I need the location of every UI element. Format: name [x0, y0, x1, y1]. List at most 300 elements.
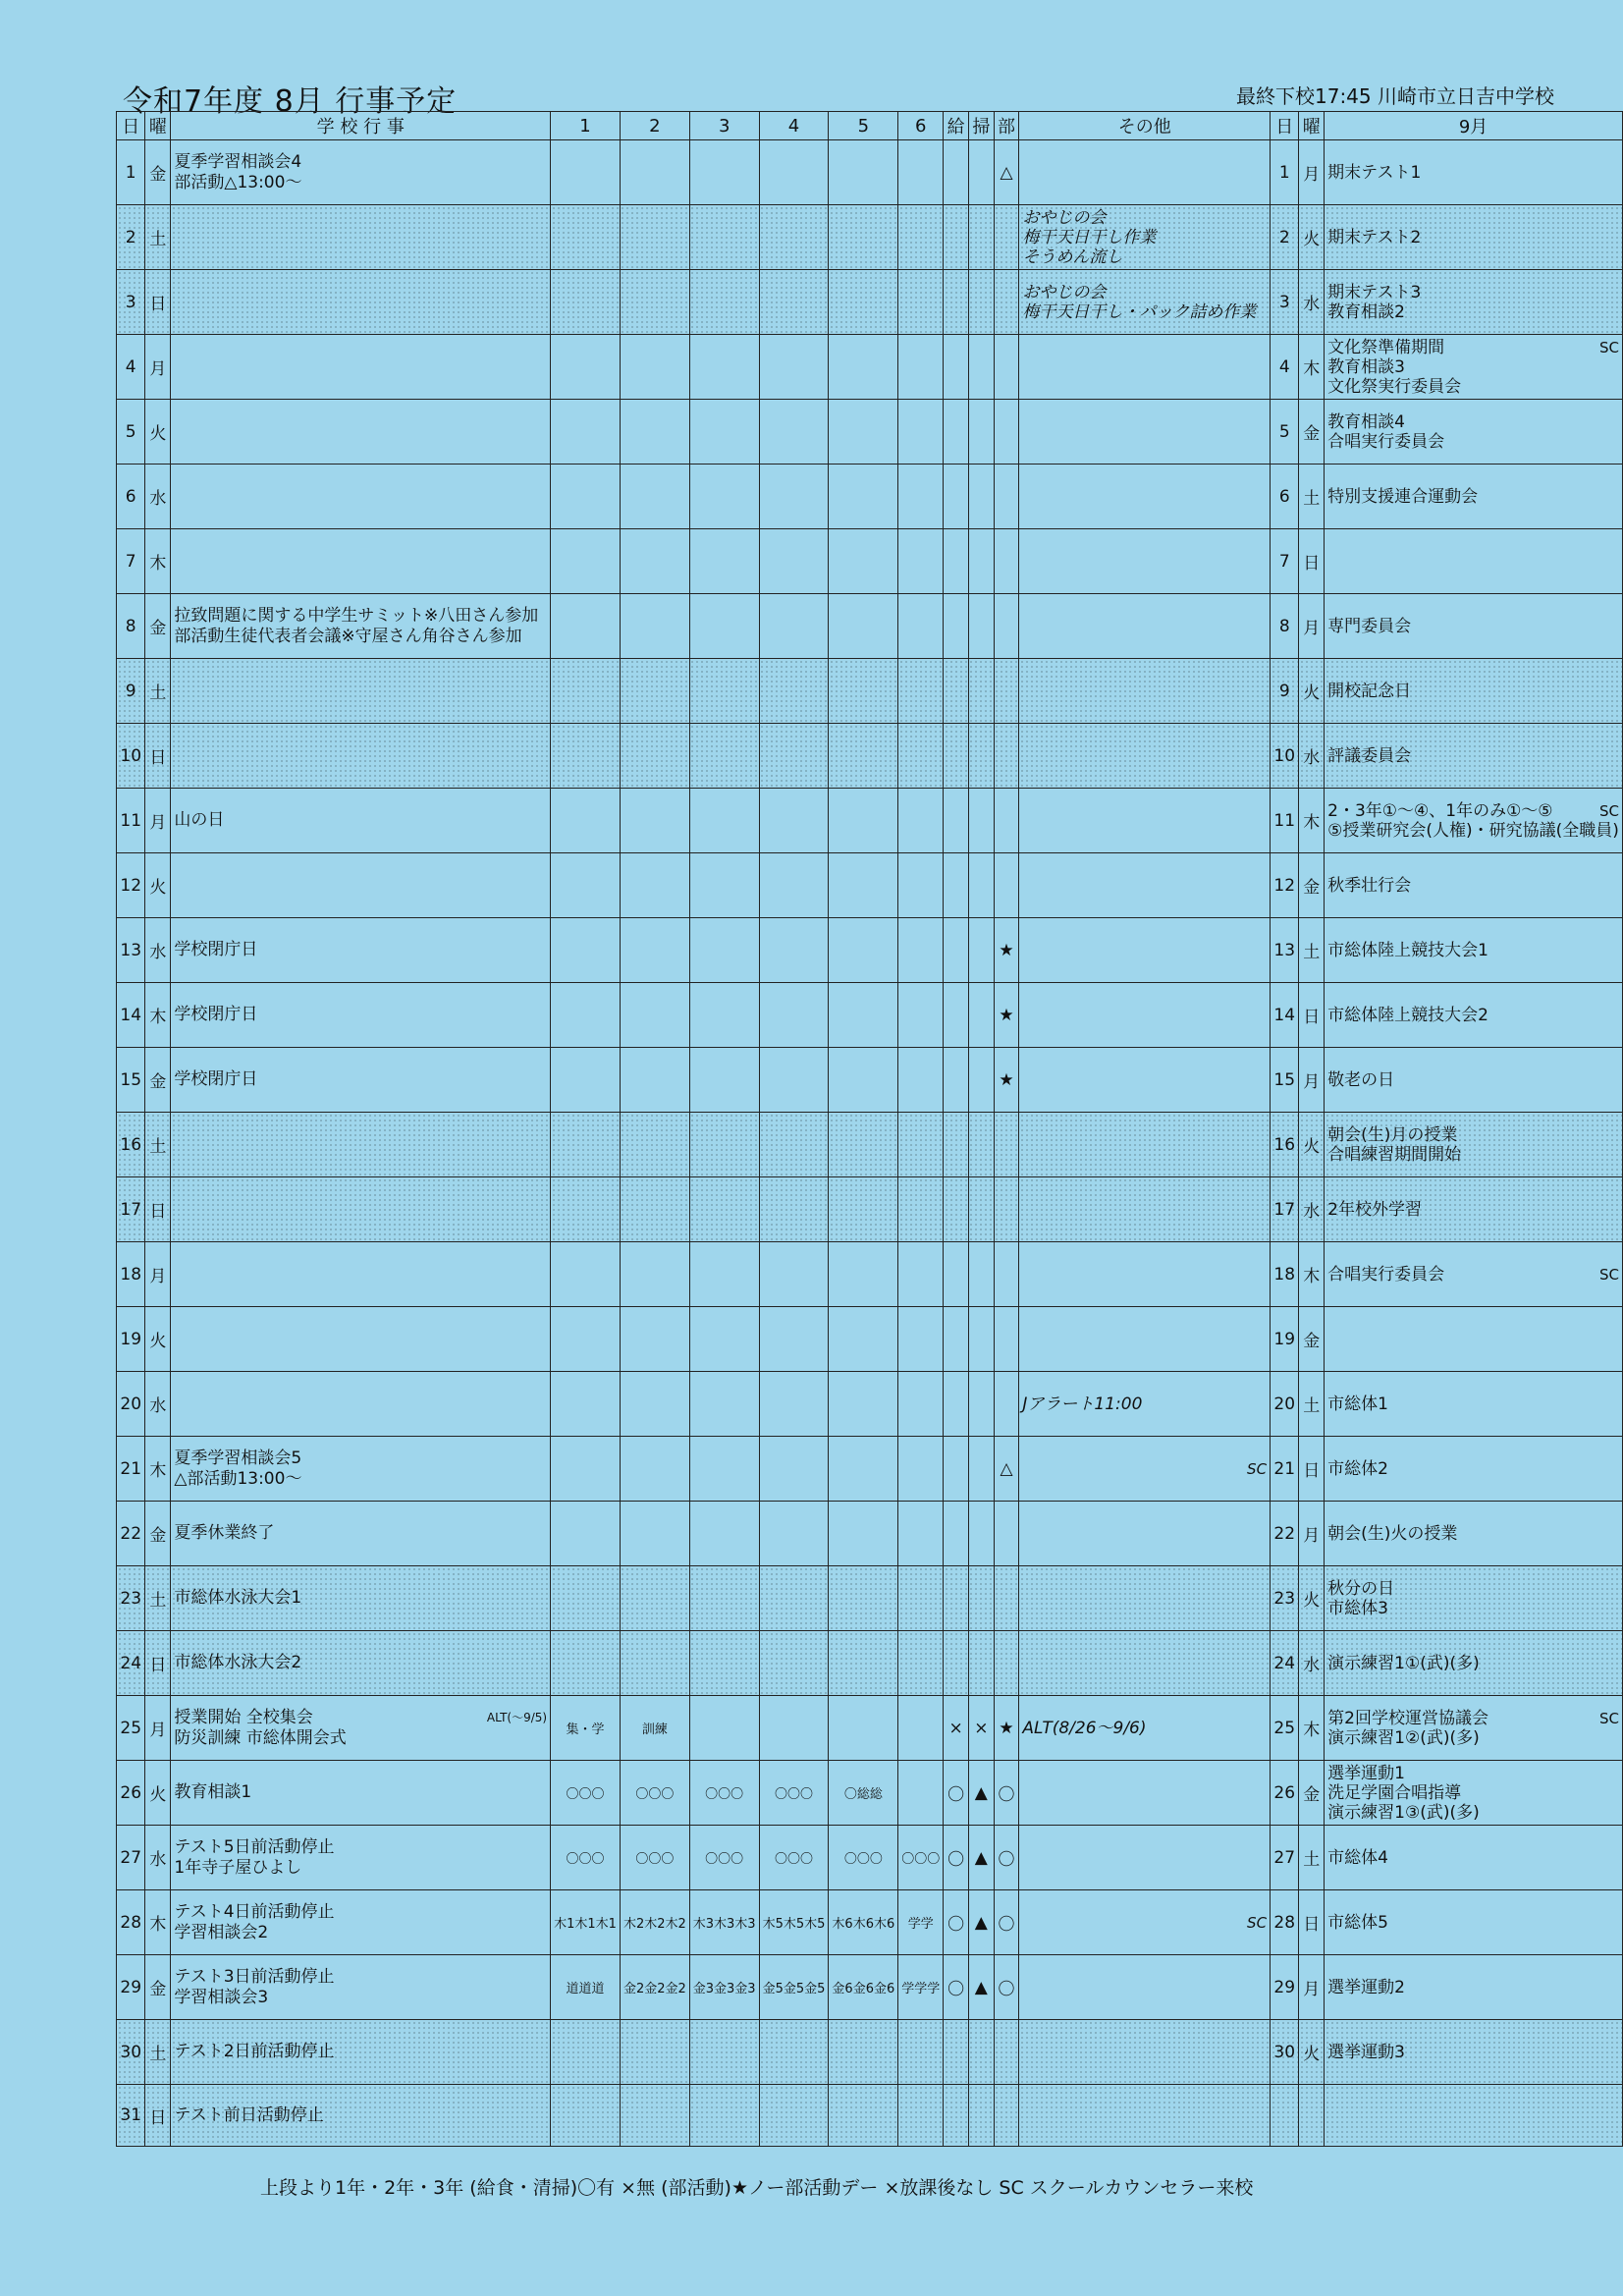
lunch-cell	[944, 1955, 969, 2020]
next-events-cell	[1325, 205, 1623, 270]
lunch-mark: 〇	[947, 1850, 965, 1870]
period-4-cell	[759, 1177, 829, 1242]
next-event-line-1: 市総体1	[1327, 1394, 1388, 1414]
period-1-cell	[551, 1696, 621, 1761]
cleaning-cell	[968, 1631, 994, 1696]
period-3-cell	[689, 1048, 759, 1113]
next-weekday: 火	[1303, 1591, 1321, 1611]
cleaning-cell	[968, 853, 994, 918]
cleaning-cell	[968, 1307, 994, 1372]
club-cell	[994, 1696, 1019, 1761]
table-row	[117, 1372, 1623, 1437]
weekday-cell	[145, 2085, 171, 2147]
day-cell	[117, 1113, 145, 1177]
weekday-cell	[145, 1048, 171, 1113]
day-cell	[117, 1761, 145, 1826]
events-cell	[171, 724, 551, 789]
period-6-cell	[898, 983, 944, 1048]
lunch-cell	[944, 724, 969, 789]
cleaning-cell	[968, 140, 994, 205]
period-2-cell	[620, 465, 689, 529]
next-day-cell	[1271, 1048, 1299, 1113]
lunch-cell	[944, 205, 969, 270]
next-event-line-1: 合唱実行委員会	[1327, 1264, 1445, 1285]
period-4-cell	[759, 1242, 829, 1307]
next-day-cell	[1271, 594, 1299, 659]
period-4-cell	[759, 1761, 829, 1826]
club-mark: △	[1000, 1458, 1013, 1479]
event-line-1: 教育相談1	[174, 1782, 252, 1802]
period-2-value: 〇〇〇	[635, 1786, 675, 1802]
period-3-cell	[689, 400, 759, 465]
period-6-cell	[898, 1696, 944, 1761]
next-event-line-1: 秋分の日	[1327, 1578, 1395, 1599]
next-event-line-1: 開校記念日	[1327, 681, 1412, 701]
next-weekday: 水	[1303, 1202, 1321, 1222]
events-cell	[171, 1955, 551, 2020]
day-cell	[117, 1826, 145, 1890]
period-1-cell	[551, 400, 621, 465]
table-row	[117, 1177, 1623, 1242]
next-events-cell	[1325, 1566, 1623, 1631]
day-cell	[117, 594, 145, 659]
next-day-number: 15	[1273, 1069, 1296, 1090]
next-day-cell	[1271, 1437, 1299, 1502]
lunch-cell	[944, 1502, 969, 1566]
day-cell	[117, 983, 145, 1048]
next-weekday: 金	[1303, 1785, 1321, 1805]
period-1-cell	[551, 983, 621, 1048]
period-4-cell	[759, 983, 829, 1048]
cleaning-cell	[968, 400, 994, 465]
club-cell	[994, 1502, 1019, 1566]
lunch-cell	[944, 1566, 969, 1631]
period-1-cell	[551, 1437, 621, 1502]
next-day-cell	[1271, 724, 1299, 789]
period-3-cell	[689, 1761, 759, 1826]
cleaning-cell	[968, 983, 994, 1048]
club-cell	[994, 400, 1019, 465]
period-1-cell	[551, 1242, 621, 1307]
other-cell	[1019, 1761, 1271, 1826]
lunch-mark: 〇	[947, 1785, 965, 1805]
club-mark: 〇	[998, 1915, 1015, 1935]
header-next-month: 9月	[1325, 112, 1623, 140]
period-2-cell	[620, 1761, 689, 1826]
header-period-3: 3	[689, 112, 759, 140]
period-2-cell	[620, 1437, 689, 1502]
day-number: 10	[120, 745, 142, 766]
next-day-number: 9	[1278, 681, 1290, 701]
events-cell	[171, 1890, 551, 1955]
day-cell	[117, 1372, 145, 1437]
next-event-line-2: 教育相談3	[1327, 356, 1405, 377]
table-row	[117, 1631, 1623, 1696]
day-cell	[117, 529, 145, 594]
club-cell	[994, 724, 1019, 789]
page-title: 令和7年度 8月 行事予定	[123, 84, 458, 119]
period-5-cell	[829, 594, 898, 659]
event-line-2: 部活動△13:00～	[174, 172, 302, 192]
period-6-value: 〇〇〇	[901, 1851, 941, 1867]
lunch-cell	[944, 400, 969, 465]
weekday-cell	[145, 465, 171, 529]
weekday-cell	[145, 1242, 171, 1307]
next-weekday: 火	[1303, 230, 1321, 249]
other-cell	[1019, 1566, 1271, 1631]
cleaning-mark: ×	[974, 1718, 989, 1738]
next-events-cell	[1325, 1048, 1623, 1113]
weekday: 土	[149, 1137, 167, 1157]
period-6-cell	[898, 659, 944, 724]
event-line-2: 学習相談会3	[174, 1987, 269, 2007]
events-cell	[171, 140, 551, 205]
day-number: 23	[120, 1588, 142, 1609]
table-row	[117, 1502, 1623, 1566]
lunch-cell	[944, 1631, 969, 1696]
period-3-cell	[689, 1826, 759, 1890]
period-2-cell	[620, 529, 689, 594]
period-2-value: 木2木2木2	[622, 1916, 686, 1932]
header-events: 学 校 行 事	[171, 112, 551, 140]
cleaning-cell	[968, 1048, 994, 1113]
period-6-cell	[898, 2020, 944, 2085]
next-event-line-1: 秋季壮行会	[1327, 875, 1412, 896]
next-weekday: 金	[1303, 1332, 1321, 1351]
next-weekday-cell	[1299, 140, 1325, 205]
day-cell	[117, 205, 145, 270]
next-events-cell	[1325, 2020, 1623, 2085]
event-line-2: 部活動生徒代表者会議※守屋さん角谷さん参加	[174, 626, 522, 646]
weekday: 火	[149, 1332, 167, 1351]
period-2-cell	[620, 205, 689, 270]
other-cell	[1019, 1437, 1271, 1502]
period-2-cell	[620, 1048, 689, 1113]
period-4-cell	[759, 789, 829, 853]
club-cell	[994, 1048, 1019, 1113]
lunch-cell	[944, 465, 969, 529]
events-cell	[171, 335, 551, 400]
next-event-line-1: 期末テスト3	[1327, 282, 1422, 302]
events-cell	[171, 1631, 551, 1696]
next-events-cell	[1325, 1761, 1623, 1826]
header-lunch: 給	[944, 112, 969, 140]
period-6-cell	[898, 1955, 944, 2020]
next-event-line-1: 選挙運動2	[1327, 1977, 1405, 1997]
period-6-value: 学学学	[901, 1981, 941, 1996]
day-number: 9	[125, 681, 136, 701]
table-row	[117, 1048, 1623, 1113]
next-events-cell	[1325, 335, 1623, 400]
day-number: 4	[125, 356, 136, 377]
next-events-cell	[1325, 140, 1623, 205]
next-day-cell	[1271, 140, 1299, 205]
period-3-cell	[689, 205, 759, 270]
next-events-cell	[1325, 659, 1623, 724]
next-weekday-cell	[1299, 335, 1325, 400]
next-weekday: 日	[1303, 554, 1321, 574]
club-cell	[994, 1826, 1019, 1890]
club-cell	[994, 853, 1019, 918]
next-events-cell	[1325, 918, 1623, 983]
next-weekday-cell	[1299, 724, 1325, 789]
events-cell	[171, 594, 551, 659]
period-1-cell	[551, 1761, 621, 1826]
period-4-cell	[759, 2085, 829, 2147]
next-day-cell	[1271, 1761, 1299, 1826]
period-3-cell	[689, 853, 759, 918]
day-number: 2	[125, 227, 136, 247]
next-events-cell	[1325, 1307, 1623, 1372]
weekday: 火	[149, 1785, 167, 1805]
weekday-cell	[145, 1502, 171, 1566]
period-3-cell	[689, 1372, 759, 1437]
period-2-cell	[620, 1177, 689, 1242]
day-cell	[117, 659, 145, 724]
events-cell	[171, 1242, 551, 1307]
period-2-cell	[620, 335, 689, 400]
other-cell	[1019, 1631, 1271, 1696]
period-5-value: 木6木6木6	[832, 1916, 895, 1932]
period-4-value: 木5木5木5	[762, 1916, 826, 1932]
table-row	[117, 400, 1623, 465]
event-line-2: 防災訓練 市総体開会式	[174, 1727, 347, 1748]
header-next-weekday: 曜	[1299, 112, 1325, 140]
club-cell	[994, 1437, 1019, 1502]
period-1-cell	[551, 335, 621, 400]
table-row	[117, 1696, 1623, 1761]
next-day-cell	[1271, 465, 1299, 529]
period-3-cell	[689, 918, 759, 983]
weekday: 土	[149, 2045, 167, 2064]
weekday-cell	[145, 1955, 171, 2020]
weekday-cell	[145, 1177, 171, 1242]
period-4-cell	[759, 1502, 829, 1566]
day-number: 25	[120, 1718, 142, 1738]
next-events-cell	[1325, 1955, 1623, 2020]
period-4-value: 金5金5金5	[762, 1981, 826, 1996]
period-1-cell	[551, 1307, 621, 1372]
table-row	[117, 1307, 1623, 1372]
weekday: 金	[149, 1072, 167, 1092]
weekday: 金	[149, 619, 167, 638]
period-6-value: 学学	[907, 1916, 934, 1932]
other-cell	[1019, 1955, 1271, 2020]
next-weekday: 火	[1303, 2045, 1321, 2064]
period-4-cell	[759, 724, 829, 789]
next-day-cell	[1271, 400, 1299, 465]
next-day-number: 29	[1273, 1977, 1296, 1997]
next-events-cell	[1325, 724, 1623, 789]
weekday: 日	[149, 2107, 167, 2128]
period-4-cell	[759, 335, 829, 400]
next-day-cell	[1271, 1177, 1299, 1242]
next-weekday: 木	[1303, 813, 1321, 833]
next-events-cell	[1325, 1113, 1623, 1177]
schedule-table	[116, 111, 1623, 2147]
cleaning-cell	[968, 918, 994, 983]
weekday: 日	[149, 748, 167, 768]
table-row	[117, 724, 1623, 789]
table-row	[117, 140, 1623, 205]
next-weekday-cell	[1299, 918, 1325, 983]
period-1-cell	[551, 140, 621, 205]
period-2-value: 訓練	[641, 1722, 668, 1737]
table-row	[117, 1955, 1623, 2020]
day-cell	[117, 1566, 145, 1631]
next-weekday-cell	[1299, 270, 1325, 335]
weekday: 水	[149, 1850, 167, 1870]
period-3-value: 木3木3木3	[692, 1916, 756, 1932]
period-3-value: 〇〇〇	[705, 1786, 744, 1802]
events-cell	[171, 1048, 551, 1113]
next-day-cell	[1271, 1113, 1299, 1177]
weekday-cell	[145, 205, 171, 270]
next-weekday: 土	[1303, 489, 1321, 509]
next-day-number: 4	[1278, 356, 1290, 377]
other-line-1: ALT(8/26～9/6)	[1022, 1718, 1147, 1738]
next-day-cell	[1271, 1502, 1299, 1566]
period-6-cell	[898, 789, 944, 853]
weekday-cell	[145, 140, 171, 205]
period-2-cell	[620, 1372, 689, 1437]
cleaning-cell	[968, 724, 994, 789]
period-6-cell	[898, 1761, 944, 1826]
period-6-cell	[898, 594, 944, 659]
period-5-cell	[829, 465, 898, 529]
next-day-number: 2	[1278, 227, 1290, 247]
period-5-cell	[829, 1242, 898, 1307]
event-line-1: 学校閉庁日	[174, 1069, 258, 1089]
header-next-day: 日	[1271, 112, 1299, 140]
next-day-cell	[1271, 1890, 1299, 1955]
other-line-3: そうめん流し	[1022, 246, 1123, 267]
cleaning-cell	[968, 1242, 994, 1307]
next-day-number: 28	[1273, 1912, 1296, 1933]
events-cell	[171, 853, 551, 918]
events-cell	[171, 918, 551, 983]
next-weekday-cell	[1299, 1437, 1325, 1502]
cleaning-cell	[968, 529, 994, 594]
next-day-cell	[1271, 1566, 1299, 1631]
period-3-cell	[689, 983, 759, 1048]
event-line-1: 山の日	[174, 810, 225, 830]
events-cell	[171, 789, 551, 853]
period-4-cell	[759, 1631, 829, 1696]
period-3-cell	[689, 465, 759, 529]
club-cell	[994, 529, 1019, 594]
next-event-line-2: 合唱実行委員会	[1327, 431, 1445, 452]
period-4-cell	[759, 1826, 829, 1890]
next-weekday-cell	[1299, 1307, 1325, 1372]
other-cell	[1019, 1372, 1271, 1437]
next-day-number: 1	[1278, 162, 1290, 183]
period-6-cell	[898, 1113, 944, 1177]
day-cell	[117, 2020, 145, 2085]
period-4-cell	[759, 1372, 829, 1437]
next-events-cell	[1325, 1177, 1623, 1242]
next-day-cell	[1271, 1696, 1299, 1761]
day-number: 20	[120, 1394, 142, 1414]
cleaning-cell	[968, 789, 994, 853]
club-mark: ★	[999, 1718, 1014, 1738]
period-4-cell	[759, 400, 829, 465]
weekday-cell	[145, 1307, 171, 1372]
period-4-cell	[759, 1955, 829, 2020]
period-2-cell	[620, 789, 689, 853]
next-event-line-2: 合唱練習期間開始	[1327, 1144, 1462, 1165]
next-day-number: 21	[1273, 1458, 1296, 1479]
period-5-cell	[829, 983, 898, 1048]
sc-badge: SC	[1599, 1265, 1619, 1284]
next-weekday-cell	[1299, 1566, 1325, 1631]
next-day-number: 18	[1273, 1264, 1296, 1285]
lunch-cell	[944, 1437, 969, 1502]
weekday: 月	[149, 813, 167, 833]
table-row	[117, 789, 1623, 853]
events-cell	[171, 1372, 551, 1437]
other-cell	[1019, 270, 1271, 335]
period-4-cell	[759, 853, 829, 918]
next-event-line-3: 文化祭実行委員会	[1327, 376, 1462, 397]
day-number: 22	[120, 1523, 142, 1544]
event-line-1: 学校閉庁日	[174, 1005, 258, 1024]
header-other: その他	[1019, 112, 1271, 140]
event-line-1: テスト前日活動停止	[174, 2105, 324, 2125]
table-row	[117, 853, 1623, 918]
next-events-cell	[1325, 529, 1623, 594]
next-day-number: 20	[1273, 1394, 1296, 1414]
period-5-cell	[829, 335, 898, 400]
event-line-1: 学校閉庁日	[174, 940, 258, 959]
weekday: 土	[149, 683, 167, 703]
header-period-4: 4	[759, 112, 829, 140]
period-5-cell	[829, 1566, 898, 1631]
club-cell	[994, 789, 1019, 853]
table-row	[117, 270, 1623, 335]
next-event-line-1: 演示練習1①(武)(多)	[1327, 1653, 1480, 1673]
period-2-cell	[620, 594, 689, 659]
period-1-cell	[551, 1955, 621, 2020]
lunch-cell	[944, 335, 969, 400]
period-5-value: 〇総総	[843, 1786, 883, 1802]
legend-footer: 上段より1年・2年・3年 (給食・清掃)〇有 ×無 (部活動)★ノー部活動デー ×放課後なし SC スクールカウンセラー来校	[260, 2177, 1254, 2199]
weekday: 水	[149, 943, 167, 962]
day-cell	[117, 1696, 145, 1761]
weekday: 月	[149, 1721, 167, 1740]
period-2-cell	[620, 1502, 689, 1566]
weekday: 月	[149, 1267, 167, 1286]
next-event-line-1: 市総体陸上競技大会2	[1327, 1005, 1488, 1025]
other-line-2: 梅干天日干し・パック詰め作業	[1022, 301, 1257, 322]
day-number: 5	[125, 421, 136, 442]
weekday-cell	[145, 1890, 171, 1955]
next-weekday: 金	[1303, 878, 1321, 898]
weekday-cell	[145, 1826, 171, 1890]
next-events-cell	[1325, 1826, 1623, 1890]
lunch-cell	[944, 1048, 969, 1113]
period-5-cell	[829, 724, 898, 789]
next-event-line-1: 期末テスト2	[1327, 227, 1422, 247]
day-number: 6	[125, 486, 136, 507]
next-weekday-cell	[1299, 1890, 1325, 1955]
lunch-cell	[944, 1177, 969, 1242]
next-day-number: 19	[1273, 1329, 1296, 1349]
event-line-1: 市総体水泳大会2	[174, 1653, 302, 1672]
event-line-2: 学習相談会2	[174, 1922, 269, 1942]
period-2-cell	[620, 2085, 689, 2147]
period-6-cell	[898, 2085, 944, 2147]
